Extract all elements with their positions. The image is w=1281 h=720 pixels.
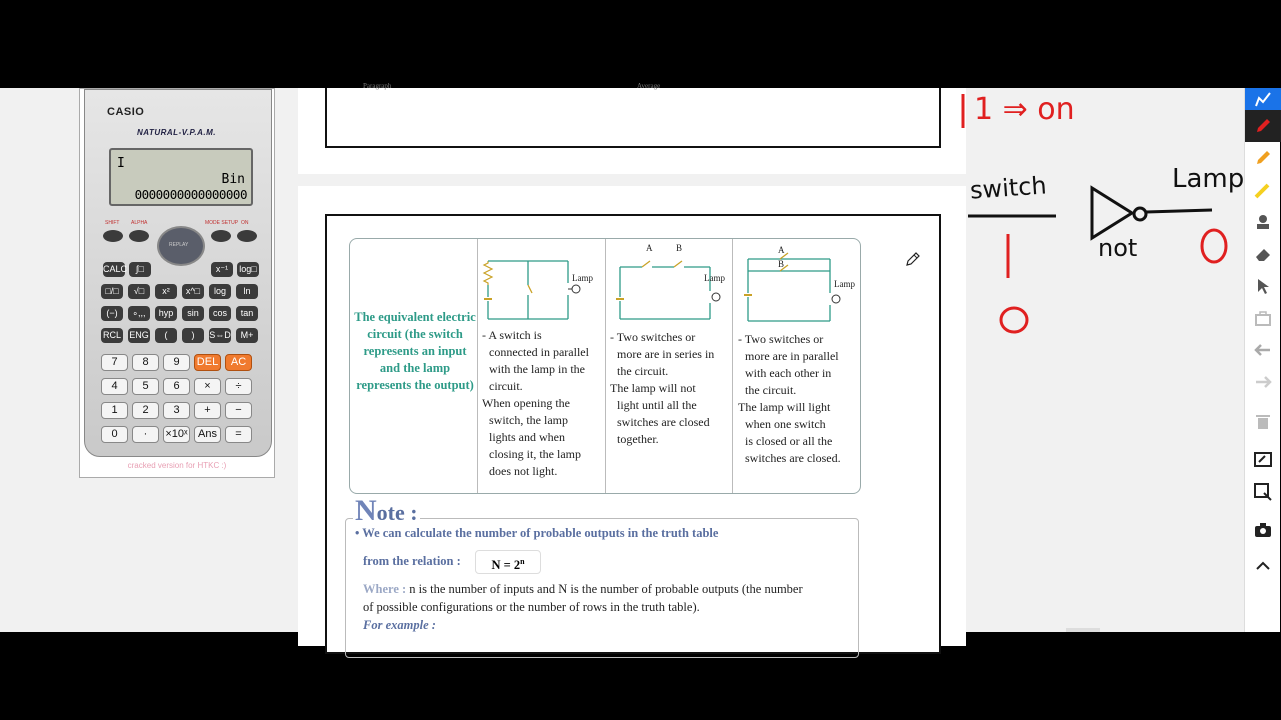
figure-text-line: when one switch	[745, 417, 826, 431]
note-line-2: from the relation :	[363, 554, 461, 568]
tool-whiteboard[interactable]	[1245, 444, 1281, 476]
tool-collapse[interactable]	[1245, 550, 1281, 582]
annotation-not: not	[1098, 234, 1138, 262]
note-title	[353, 494, 420, 528]
calc-key[interactable]: 0	[101, 426, 128, 443]
inverter-drawing	[960, 88, 1240, 348]
stamp-icon	[1253, 212, 1273, 232]
cursor-arrow-icon	[1253, 276, 1273, 296]
calc-key[interactable]: (−)	[101, 306, 123, 321]
calc-key[interactable]: □/□	[101, 284, 123, 299]
formula-exponent: n	[520, 557, 525, 566]
document-page	[298, 186, 966, 646]
circuit-figure	[349, 238, 861, 494]
figure-text-line: switches are closed	[617, 415, 710, 429]
calc-key[interactable]: 1	[101, 402, 128, 419]
replay-dpad[interactable]	[157, 226, 205, 266]
figure-text-line: The lamp will not	[610, 381, 696, 395]
calc-key[interactable]: ·	[132, 426, 159, 443]
calc-key[interactable]: +	[194, 402, 221, 419]
calc-key[interactable]: ÷	[225, 378, 252, 395]
column-3-text	[738, 331, 841, 467]
tool-stamp[interactable]	[1245, 206, 1281, 238]
figure-text-line: connected in parallel	[489, 345, 589, 359]
shift-key[interactable]	[103, 230, 123, 242]
where-label: Where :	[363, 582, 407, 596]
figure-text-line: lights and when	[489, 430, 565, 444]
pencil-cursor-icon	[904, 250, 922, 268]
calc-key[interactable]: ∫□	[129, 262, 151, 277]
note-line-1: • We can calculate the number of probable outputs in the truth table	[355, 526, 719, 540]
calc-key[interactable]: M+	[236, 328, 258, 343]
eraser-icon	[1253, 244, 1273, 264]
trash-icon	[1253, 412, 1273, 432]
display-mode: Bin	[221, 172, 245, 187]
note-line-3-text: n is the number of inputs and N is the number of probable outputs (the number	[406, 582, 803, 596]
figure-text-line: - Two switches or	[610, 330, 696, 344]
annotation-switch: switch	[969, 171, 1048, 205]
note-line-3	[363, 582, 803, 597]
redo-icon	[1253, 372, 1273, 392]
calc-key[interactable]: AC	[225, 354, 252, 371]
column-divider	[605, 239, 606, 493]
calculator-model: NATURAL-V.P.A.M.	[137, 128, 216, 137]
tool-pencil[interactable]	[1245, 142, 1281, 174]
pen-red-icon	[1253, 116, 1273, 136]
circuit-series-switches	[612, 249, 732, 327]
camera-icon	[1253, 520, 1273, 540]
figure-text-line: with the lamp in the	[489, 362, 585, 376]
tool-camera[interactable]	[1245, 514, 1281, 546]
figure-text-line: closing it, the lamp	[489, 447, 581, 461]
chevron-up-icon	[1253, 556, 1273, 576]
formula-text: N = 2	[491, 558, 521, 573]
calc-key[interactable]: hyp	[155, 306, 177, 321]
annotation-output-0	[1204, 238, 1205, 239]
annotation-one-on: 1 ⇒ on	[974, 92, 1075, 127]
pen-logo-icon	[1253, 89, 1273, 109]
circuit-parallel-switches	[740, 249, 864, 329]
tool-redo[interactable]	[1245, 366, 1281, 398]
calc-key[interactable]: log	[209, 284, 231, 299]
figure-text-line: together.	[617, 432, 659, 446]
calc-key[interactable]: 3	[163, 402, 190, 419]
alpha-label: ALPHA	[131, 220, 148, 226]
lamp-label: Lamp	[834, 279, 855, 289]
replay-label: REPLAY	[169, 242, 189, 248]
column-1-text	[482, 327, 589, 480]
figure-text-line: the circuit.	[745, 383, 797, 397]
calc-key[interactable]: √□	[128, 284, 150, 299]
display-cursor: I	[117, 156, 125, 171]
calc-key[interactable]: x⁻¹	[211, 262, 233, 277]
calculator-panel	[79, 88, 275, 478]
tool-eraser[interactable]	[1245, 238, 1281, 270]
figure-text-line: The lamp will light	[738, 400, 831, 414]
app-screen	[0, 82, 1280, 632]
tool-undo[interactable]	[1245, 334, 1281, 366]
annotation-lamp: Lamp	[1172, 164, 1245, 194]
circuit-parallel-switch	[480, 253, 604, 325]
screen-capture-icon	[1253, 482, 1273, 502]
calc-key[interactable]: ENG	[128, 328, 150, 343]
column-divider	[477, 239, 478, 493]
switch-b-label: B	[778, 259, 785, 269]
display-value: 0000000000000000	[134, 187, 247, 202]
calc-key[interactable]: RCL	[101, 328, 123, 343]
calc-key[interactable]: 8	[132, 354, 159, 371]
figure-text-line: - A switch is	[482, 328, 542, 342]
calc-key[interactable]: )	[182, 328, 204, 343]
calc-key[interactable]: tan	[236, 306, 258, 321]
calc-key[interactable]: 5	[132, 378, 159, 395]
highlighter-icon	[1253, 180, 1273, 200]
annotation-input-1	[996, 242, 997, 243]
calc-key[interactable]: x²	[155, 284, 177, 299]
figure-text-line: light until all the	[617, 398, 697, 412]
formula-box	[475, 550, 541, 574]
ghost-text-left: Paragraph	[363, 82, 392, 90]
toolbox-icon	[1253, 308, 1273, 328]
page-frame	[325, 214, 941, 654]
figure-text-line: the circuit.	[617, 364, 669, 378]
note-title-initial: N	[355, 494, 377, 527]
figure-caption: The equivalent electric circuit (the switch represents an input and the lamp represents the output)	[354, 310, 476, 392]
figure-text-line: is closed or all the	[745, 434, 833, 448]
figure-text-line: switch, the lamp	[489, 413, 568, 427]
calc-key[interactable]: 7	[101, 354, 128, 371]
whiteboard-icon	[1253, 450, 1273, 470]
switch-a-label: A	[646, 243, 653, 253]
figure-text-line: - Two switches or	[738, 332, 824, 346]
calc-key[interactable]: (	[155, 328, 177, 343]
note-line-5: For example :	[363, 618, 436, 632]
annotation-input-0	[1004, 312, 1005, 313]
calc-key[interactable]: S⇔D	[209, 328, 231, 343]
calc-key[interactable]: 6	[163, 378, 190, 395]
calculator-display	[109, 148, 253, 206]
on-key[interactable]	[237, 230, 257, 242]
calc-key[interactable]: 2	[132, 402, 159, 419]
calc-key[interactable]: DEL	[194, 354, 221, 371]
toolbar-logo[interactable]	[1245, 88, 1281, 110]
calc-key[interactable]: 4	[101, 378, 128, 395]
document-page-previous	[298, 82, 966, 174]
note-line-4: of possible configurations or the number of rows in the truth table).	[363, 600, 700, 614]
figure-text-line: circuit.	[489, 379, 523, 393]
tool-select[interactable]	[1245, 270, 1281, 302]
pencil-orange-icon	[1253, 148, 1273, 168]
ghost-text-right: Average	[637, 82, 661, 90]
calculator-credit: cracked version for HTKC :)	[127, 461, 227, 470]
calc-key[interactable]: −	[225, 402, 252, 419]
undo-icon	[1253, 340, 1273, 360]
calculator-body	[84, 89, 272, 457]
handwritten-annotations	[960, 88, 1245, 348]
figure-text-line: more are in parallel	[745, 349, 839, 363]
calc-key[interactable]: ×	[194, 378, 221, 395]
calc-key[interactable]: ∘,,,	[128, 306, 150, 321]
tool-toolbox[interactable]	[1245, 302, 1281, 334]
scroll-indicator	[1066, 628, 1100, 632]
switch-b-label: B	[676, 243, 683, 253]
calc-key[interactable]: Ans	[194, 426, 221, 443]
alpha-key[interactable]	[129, 230, 149, 242]
calc-key[interactable]: 9	[163, 354, 190, 371]
figure-text-line: does not light.	[489, 464, 558, 478]
lamp-label: Lamp	[572, 273, 593, 283]
figure-text-line: with each other in	[745, 366, 832, 380]
on-label: ON	[241, 220, 249, 226]
calc-key[interactable]: ln	[236, 284, 258, 299]
switch-a-label: A	[778, 245, 785, 255]
calc-key[interactable]: CALC	[103, 262, 125, 277]
mode-label: MODE SETUP	[205, 220, 239, 226]
note-title-rest: ote :	[376, 500, 418, 525]
calc-key[interactable]: log□	[237, 262, 259, 277]
mode-key[interactable]	[211, 230, 231, 242]
page-frame	[325, 82, 941, 148]
figure-text-line: switches are closed.	[745, 451, 841, 465]
column-2-text	[610, 329, 714, 448]
calculator-brand: CASIO	[107, 106, 145, 118]
tool-highlighter[interactable]	[1245, 174, 1281, 206]
shift-label: SHIFT	[105, 220, 120, 226]
tool-delete[interactable]	[1245, 406, 1281, 438]
tool-pen-red[interactable]	[1245, 110, 1281, 142]
calc-key[interactable]: cos	[209, 306, 231, 321]
figure-text-line: more are in series in	[617, 347, 715, 361]
column-divider	[732, 239, 733, 493]
annotation-toolbar	[1244, 88, 1280, 632]
calc-key[interactable]: ×10ˣ	[163, 426, 190, 443]
tool-screen-capture[interactable]	[1245, 476, 1281, 508]
calc-key[interactable]: x^□	[182, 284, 204, 299]
figure-text-line: When opening the	[482, 396, 570, 410]
calc-key[interactable]: =	[225, 426, 252, 443]
calc-key[interactable]: sin	[182, 306, 204, 321]
lamp-label: Lamp	[704, 273, 725, 283]
